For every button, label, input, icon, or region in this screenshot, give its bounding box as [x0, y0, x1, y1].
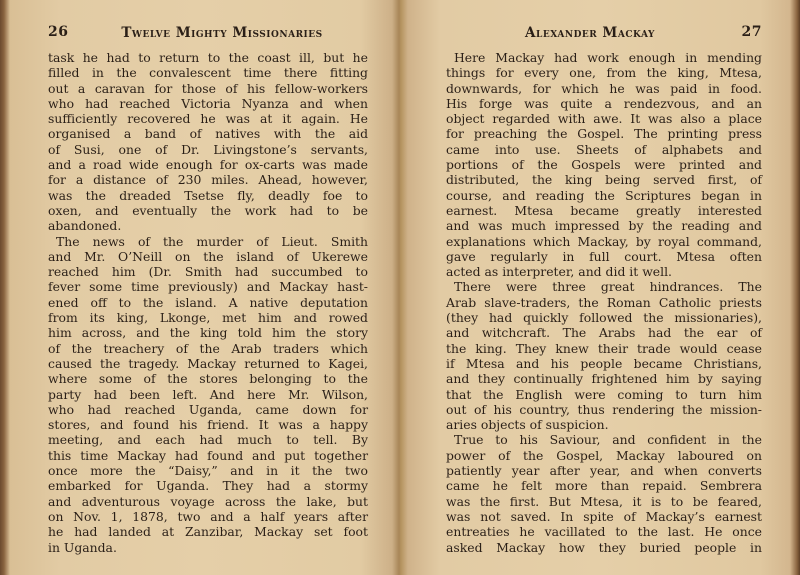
text-line: His forge was quite a rendezvous, and an	[446, 95, 762, 111]
text-line: of Susi, one of Dr. Livingstone’s servants,	[48, 141, 368, 157]
right-page-header	[446, 24, 762, 42]
text-line: meeting, and each had much to tell. By	[48, 432, 368, 448]
text-line: and Mr. O’Neill on the island of Ukerewe	[48, 248, 368, 264]
text-line: True to his Saviour, and confident in the	[454, 432, 762, 448]
text-line: party had been left. And here Mr. Wilson,	[48, 386, 368, 402]
text-line: aries objects of suspicion.	[446, 417, 609, 433]
text-line: (they had quickly followed the missionaries),	[446, 310, 762, 326]
text-line: power of the Gospel, Mackay laboured on	[446, 447, 762, 463]
text-line: entreaties he vacillated to the last. He once	[446, 524, 762, 540]
text-line: earnest. Mtesa became greatly interested	[446, 202, 762, 218]
text-line: for preaching the Gospel. The printing press	[446, 126, 762, 142]
left-running-head: Twelve Mighty Missionaries	[121, 25, 323, 41]
text-line: was not saved. In spite of Mackay’s earnest	[446, 508, 762, 524]
text-line: for a distance of 230 miles. Ahead, however,	[48, 172, 368, 188]
left-page-header	[48, 24, 368, 42]
right-page-text	[446, 50, 762, 555]
text-line: him across, and the king told him the story	[48, 325, 368, 341]
text-line: Here Mackay had work enough in mending	[454, 50, 762, 65]
text-line: fever some time previously) and Mackay hast-	[48, 279, 368, 295]
text-line: course, and reading the Scriptures began in	[446, 187, 762, 203]
text-line: organised a band of natives with the aid	[48, 126, 368, 142]
text-line: oxen, and eventually the work had to be	[48, 202, 368, 218]
text-line: where some of the stores belonging to the	[48, 371, 368, 387]
text-line: was the dreaded Tsetse fly, deadly foe to	[48, 187, 368, 203]
right-page-number: 27	[741, 24, 762, 40]
text-line: The news of the murder of Lieut. Smith	[56, 233, 368, 249]
text-line: distributed, the king being served first, of	[446, 172, 762, 188]
text-line: reached him (Dr. Smith had succumbed to	[48, 264, 368, 280]
text-line: this time Mackay had found and put together	[48, 447, 368, 463]
text-line: embarked for Uganda. They had a stormy	[48, 478, 368, 494]
text-line: ened off to the island. A native deputation	[48, 294, 368, 310]
text-line: task he had to return to the coast ill, but he	[48, 50, 368, 65]
text-line: sufficiently recovered he was at it again. He	[48, 111, 368, 127]
text-line: the king. They knew their trade would cease	[446, 340, 762, 356]
text-line: Arab slave-traders, the Roman Catholic priests	[446, 294, 762, 310]
text-line: There were three great hindrances. The	[454, 279, 762, 295]
text-line: abandoned.	[48, 218, 122, 234]
text-line: portions of the Gospels were printed and	[446, 157, 762, 173]
text-line: who had reached Victoria Nyanza and when	[48, 95, 368, 111]
text-line: on Nov. 1, 1878, two and a half years after	[48, 508, 368, 524]
text-line: filled in the convalescent time there fitting	[48, 65, 368, 81]
text-line: in Uganda.	[48, 539, 117, 555]
text-line: gave regularly in full court. Mtesa often	[446, 248, 762, 264]
left-page	[48, 0, 368, 575]
text-line: he had landed at Zanzibar, Mackay set foot	[48, 524, 368, 540]
text-line: was the first. But Mtesa, it is to be feared,	[446, 493, 762, 509]
text-line: caused the tragedy. Mackay returned to Kagei,	[48, 355, 368, 371]
text-line: and was much impressed by the reading and	[446, 218, 762, 234]
text-line: out of his country, thus rendering the mission-	[446, 401, 762, 417]
text-line: acted as interpreter, and did it well.	[446, 264, 672, 280]
right-running-head: Alexander Mackay	[525, 25, 655, 41]
text-line: and adventurous voyage across the lake, but	[48, 493, 368, 509]
text-line: asked Mackay how they buried people in	[446, 539, 762, 555]
text-line: downwards, for which he was paid in food.	[446, 80, 762, 96]
text-line: of the treachery of the Arab traders which	[48, 340, 368, 356]
text-line: and witchcraft. The Arabs had the ear of	[446, 325, 762, 341]
text-line: stores, and found his friend. It was a happy	[48, 417, 368, 433]
text-line: and a road wide enough for ox-carts was made	[48, 157, 368, 173]
right-page	[446, 0, 762, 575]
text-line: that the English were coming to turn him	[446, 386, 762, 402]
text-line: object regarded with awe. It was also a place	[446, 111, 762, 127]
text-line: out a caravan for those of his fellow-workers	[48, 80, 368, 96]
text-line: explanations which Mackay, by royal command,	[446, 233, 762, 249]
left-page-text	[48, 50, 368, 555]
text-line: once more the “Daisy,” and in it the two	[48, 463, 368, 479]
text-line: and they continually frightened him by saying	[446, 371, 762, 387]
text-line: came into use. Sheets of alphabets and	[446, 141, 762, 157]
text-line: things for every one, from the king, Mtesa,	[446, 65, 762, 81]
text-line: if Mtesa and his people became Christians,	[446, 355, 762, 371]
text-line: who had reached Uganda, came down for	[48, 401, 368, 417]
text-line: came he felt more than repaid. Sembrera	[446, 478, 762, 494]
text-line: from its king, Lkonge, met him and rowed	[48, 310, 368, 326]
left-page-number: 26	[48, 24, 69, 40]
text-line: patiently year after year, and when converts	[446, 463, 762, 479]
